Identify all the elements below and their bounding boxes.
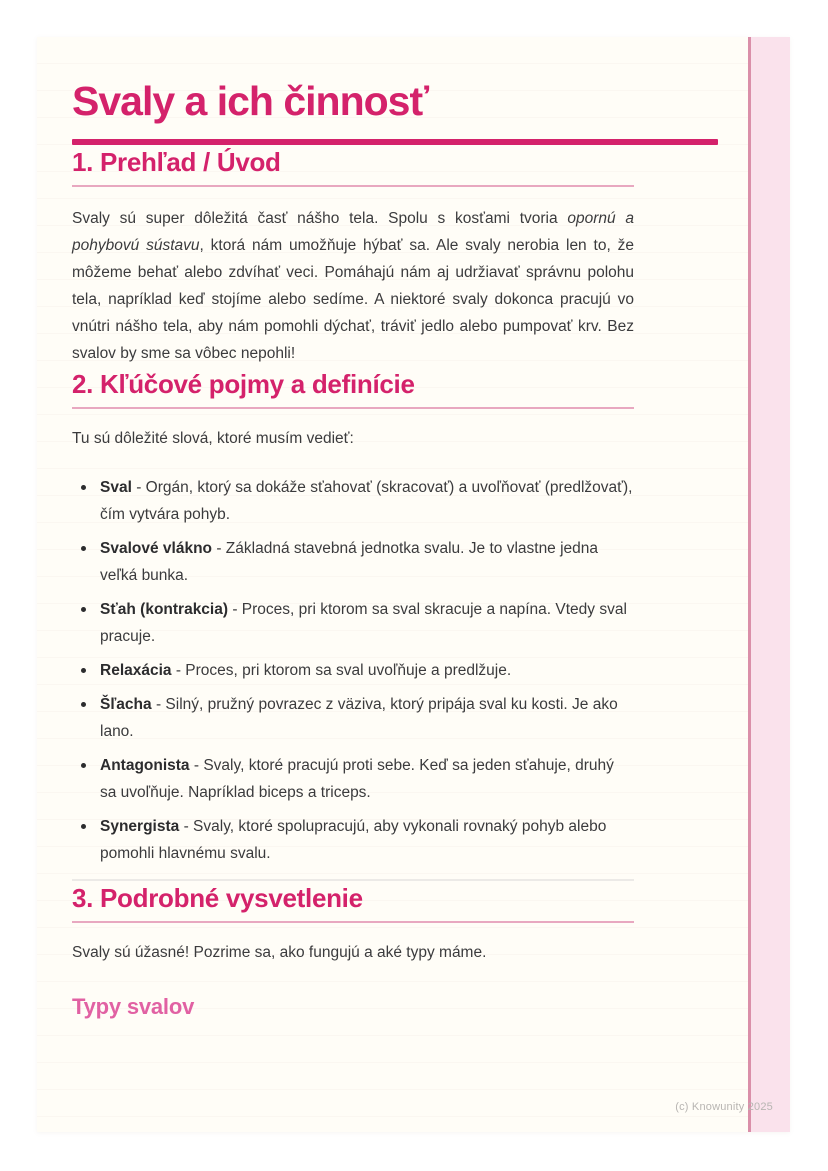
section-3-rule	[72, 921, 634, 923]
intro-italic-phrase: opornú a pohybovú sústavu	[72, 210, 634, 254]
term-definition: - Proces, pri ktorom sa sval skracuje a napína. Vtedy sval pracuje.	[100, 601, 627, 645]
term-name: Svalové vlákno	[100, 540, 213, 557]
term-definition: - Orgán, ktorý sa dokáže sťahovať (skracovať) a uvoľňovať (predlžovať), čím vytvára pohyb.	[100, 479, 633, 523]
term-name: Šľacha	[100, 696, 152, 713]
section-2-lead: Tu sú dôležité slová, ktoré musím vedieť:	[72, 430, 354, 447]
term-item	[72, 813, 634, 867]
page-title: Svaly a ich činnosť	[72, 78, 429, 124]
intro-paragraph	[72, 205, 634, 367]
subsection-heading-typy-svalov: Typy svalov	[72, 994, 195, 1019]
term-name: Relaxácia	[100, 662, 172, 679]
term-name: Synergista	[100, 818, 180, 835]
term-name: Sval	[100, 479, 132, 496]
term-item	[72, 596, 634, 650]
term-name: Antagonista	[100, 757, 190, 774]
term-item	[72, 657, 634, 684]
term-definition: - Proces, pri ktorom sa sval uvoľňuje a predlžuje.	[175, 662, 512, 679]
term-item	[72, 691, 634, 745]
term-definition: - Svaly, ktoré pracujú proti sebe. Keď sa jeden sťahuje, druhý sa uvoľňuje. Napríklad biceps a triceps.	[100, 757, 614, 801]
key-terms-list	[72, 474, 634, 867]
term-name: Sťah (kontrakcia)	[100, 601, 229, 618]
document-page	[37, 37, 790, 1132]
term-item	[72, 535, 634, 589]
term-definition: - Základná stavebná jednotka svalu. Je to vlastne jedna veľká bunka.	[100, 540, 599, 584]
section-3-heading: 3. Podrobné vysvetlenie	[72, 883, 363, 913]
section-2-rule	[72, 407, 634, 409]
decorative-side-strip	[748, 37, 790, 1132]
term-definition: - Silný, pružný povrazec z väziva, ktorý pripája sval ku kosti. Je ako lano.	[100, 696, 618, 740]
section-3-lead: Svaly sú úžasné! Pozrime sa, ako fungujú a aké typy máme.	[72, 944, 487, 961]
section-1-rule	[72, 185, 634, 187]
copyright-note: (c) Knowunity 2025	[675, 1101, 773, 1113]
section-1-heading: 1. Prehľad / Úvod	[72, 147, 281, 177]
document-content	[72, 75, 634, 1022]
term-definition: - Svaly, ktoré spolupracujú, aby vykonali rovnaký pohyb alebo pomohli hlavnému svalu.	[100, 818, 607, 862]
section-2-heading: 2. Kľúčové pojmy a definície	[72, 369, 415, 399]
intro-text-post: , ktorá nám umožňuje hýbať sa. Ale svaly nerobia len to, že môžeme behať alebo zdvíhať veci. Pomáhajú nám aj udržiavať správnu polohu tela, napríklad keď stojíme alebo sedíme. A niektoré svaly dokonca pracujú vo vnútri nášho tela, aby nám pomohli dýchať, tráviť jedlo alebo pumpovať krv. Bez svalov by sme sa vôbec nepohli!	[72, 237, 634, 362]
term-item	[72, 752, 634, 806]
intro-text-pre: Svaly sú super dôležitá časť nášho tela. Spolu s kosťami tvoria	[72, 210, 558, 227]
term-item	[72, 474, 634, 528]
